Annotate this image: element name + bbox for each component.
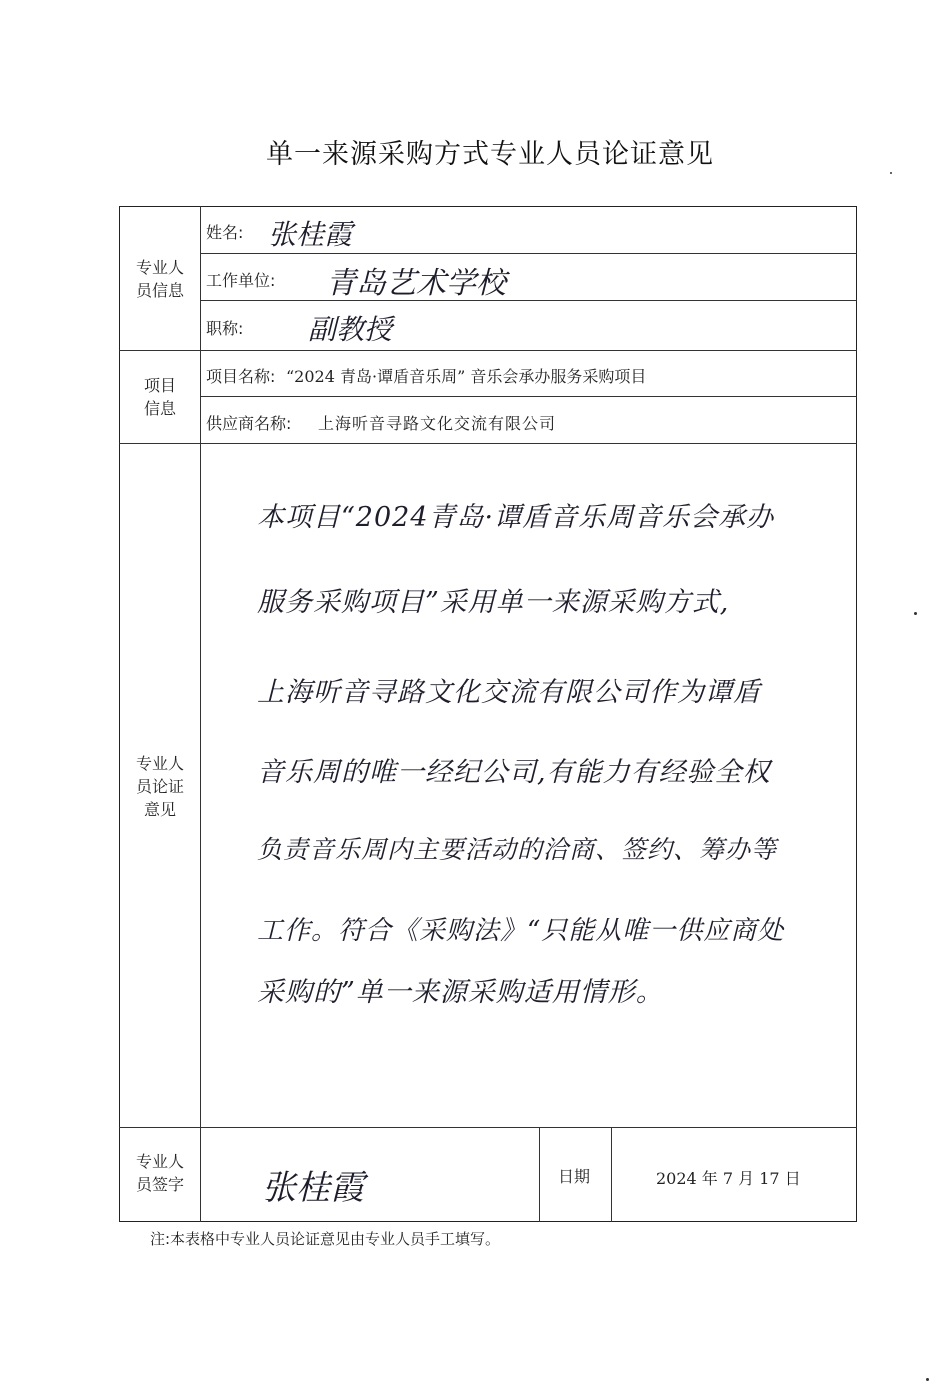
- date-column-divider: [539, 1127, 540, 1222]
- signature: 张桂霞: [262, 1168, 364, 1208]
- opinion-line-4: 音乐周的唯一经纪公司,有能力有经验全权: [257, 757, 771, 788]
- name-value: 张桂霞: [268, 218, 353, 251]
- opinion-line-3: 上海听音寻路文化交流有限公司作为谭盾: [257, 677, 761, 708]
- scan-speck: [914, 612, 917, 615]
- page-title: 单一来源采购方式专业人员论证意见: [266, 139, 714, 170]
- employer-label: 工作单位:: [206, 271, 276, 290]
- name-label: 姓名:: [206, 223, 244, 242]
- section-divider: [119, 350, 857, 351]
- employer-value: 青岛艺术学校: [326, 266, 506, 301]
- section-divider: [119, 443, 857, 444]
- rank-value: 副教授: [308, 313, 393, 346]
- section-divider: [119, 1127, 857, 1128]
- scan-speck: [926, 1378, 929, 1381]
- signature-label: 专业人员签字: [135, 1152, 184, 1194]
- row-divider: [200, 396, 857, 397]
- date-value: 2024 年 7 月 17 日: [656, 1169, 801, 1188]
- rank-label: 职称:: [206, 319, 244, 338]
- opinion-line-1: 本项目“2024青岛·谭盾音乐周音乐会承办: [257, 502, 775, 533]
- row-divider: [200, 253, 857, 254]
- project-name-label: 项目名称:: [206, 367, 276, 386]
- opinion-line-7: 采购的”单一来源采购适用情形。: [257, 977, 664, 1008]
- date-label: 日期: [558, 1167, 591, 1186]
- expert-info-label: 专业人员信息: [135, 258, 184, 300]
- label-column-divider: [200, 206, 201, 1222]
- opinion-line-6: 工作。符合《采购法》“只能从唯一供应商处: [257, 916, 785, 946]
- supplier-value: 上海听音寻路文化交流有限公司: [318, 414, 557, 433]
- row-divider: [200, 300, 857, 301]
- footnote: 注:本表格中专业人员论证意见由专业人员手工填写。: [150, 1230, 501, 1248]
- supplier-label: 供应商名称:: [206, 414, 292, 433]
- opinion-line-5: 负责音乐周内主要活动的洽商、签约、筹办等: [257, 835, 778, 864]
- scan-speck: [890, 172, 892, 174]
- opinion-line-2: 服务采购项目”采用单一来源采购方式,: [257, 587, 730, 618]
- date-value-divider: [611, 1127, 612, 1222]
- opinion-label: 专业人员论证意见: [135, 754, 184, 819]
- project-info-label: 项目信息: [143, 376, 176, 418]
- project-name-value: “2024 青岛·谭盾音乐周” 音乐会承办服务采购项目: [286, 367, 647, 386]
- form-table: [119, 206, 857, 1222]
